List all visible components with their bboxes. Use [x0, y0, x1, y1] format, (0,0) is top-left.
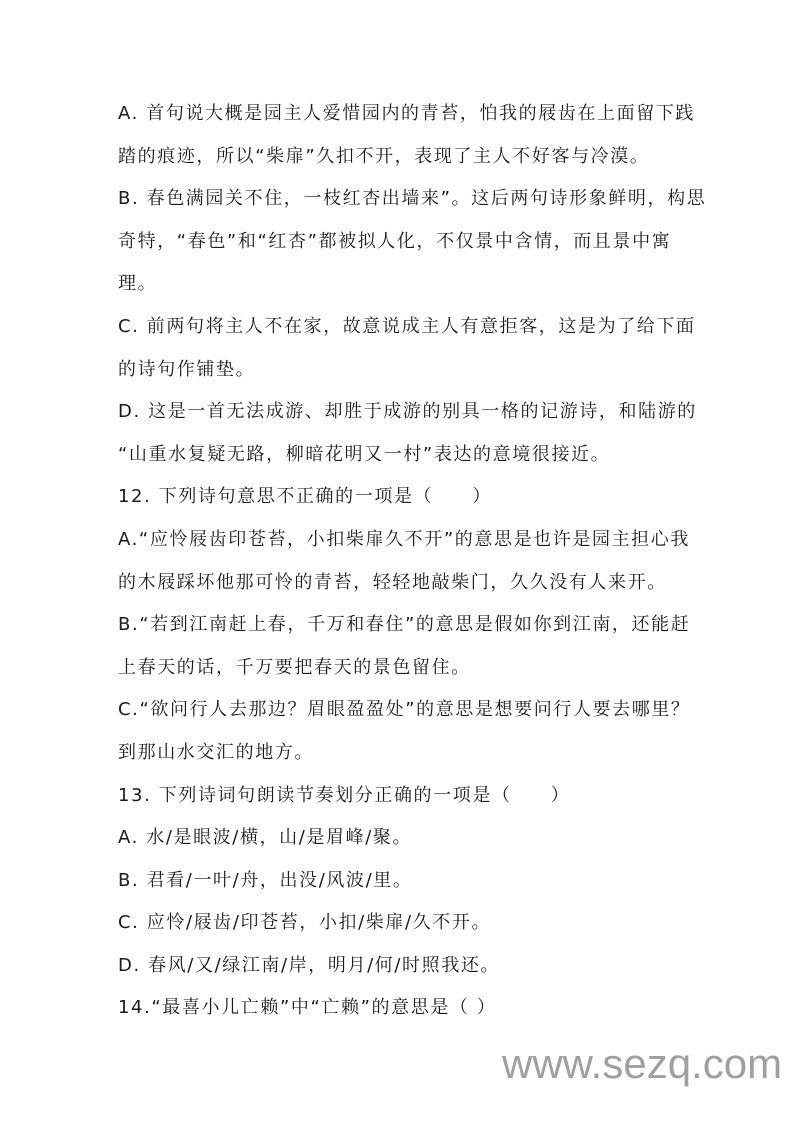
text-line: D. 春风/又/绿江南/岸，明月/何/时照我还。: [118, 954, 501, 976]
text-line: A. 水/是眼波/横，山/是眉峰/聚。: [118, 827, 413, 849]
text-line: 的木屐踩坏他那可怜的青苔，轻轻地敲柴门，久久没有人来开。: [118, 571, 667, 593]
text-line: 奇特，“春色”和“红杏”都被拟人化，不仅景中含情，而且景中寓: [118, 230, 672, 252]
text-line: C. 前两句将主人不在家，故意说成主人有意拒客，这是为了给下面: [118, 315, 696, 337]
question-14: 14.“最喜小儿亡赖”中“亡赖”的意思是（ ）: [118, 997, 497, 1019]
watermark: www.sezq.com: [502, 1040, 783, 1087]
document-body: [118, 93, 718, 1030]
text-line: C. 应怜/屐齿/印苍苔，小扣/柴扉/久不开。: [118, 912, 492, 934]
text-line: 的诗句作铺垫。: [118, 358, 256, 380]
text-line: B. 君看/一叶/舟，出没/风波/里。: [118, 869, 413, 891]
text-line: 上春天的话，千万要把春天的景色留住。: [118, 656, 471, 678]
text-line: 踏的痕迹，所以“柴扉”久扣不开，表现了主人不好客与冷漠。: [118, 145, 650, 167]
text-line: C.“欲问行人去那边？眉眼盈盈处”的意思是想要问行人要去哪里？: [118, 699, 691, 721]
question-13: 13. 下列诗词句朗读节奏划分正确的一项是（ ）: [118, 784, 571, 806]
text-line: 理。: [118, 273, 158, 295]
text-line: B. 春色满园关不住，一枝红杏出墙来”。这后两句诗形象鲜明，构思: [118, 188, 707, 210]
question-12: 12. 下列诗句意思不正确的一项是（ ）: [118, 486, 492, 508]
text-line: “山重水复疑无路，柳暗花明又一村”表达的意境很接近。: [118, 443, 611, 465]
text-line: 到那山水交汇的地方。: [118, 741, 314, 763]
text-line: D. 这是一首无法成游、却胜于成游的别具一格的记游诗，和陆游的: [118, 401, 697, 423]
text-line: A.“应怜屐齿印苍苔，小扣柴扉久不开”的意思是也许是园主担心我: [118, 528, 690, 550]
text-line: B.“若到江南赶上春，千万和春住”的意思是假如你到江南，还能赶: [118, 614, 691, 636]
text-line: A. 首句说大概是园主人爱惜园内的青苔，怕我的屐齿在上面留下践: [118, 103, 696, 124]
